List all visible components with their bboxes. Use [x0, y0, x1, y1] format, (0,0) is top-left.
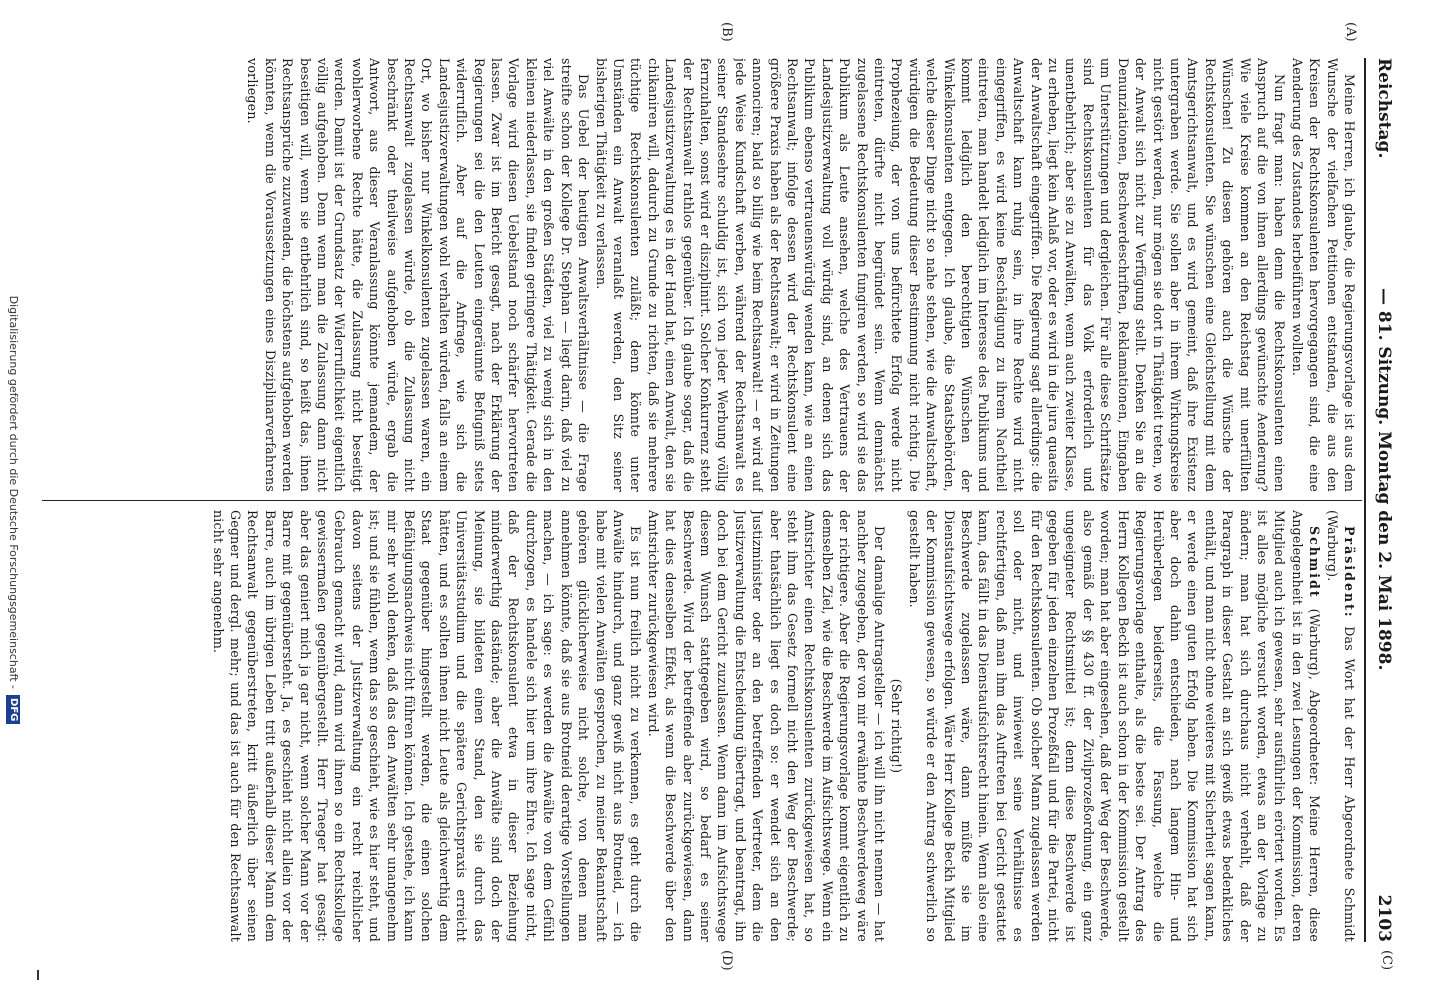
speaker-party: (Warburg), Abgeordneter:	[1307, 608, 1323, 786]
paragraph: Das Uebel der heutigen Anwaltsverhältnisse — die Frage streifte schon der Kollege Dr. Stephan — liegt darin, daß viel zu viel Anwälte in den großen Städten, viel zu wenig sich in den kleinen niederlassen, sie finden geringere Thätigkeit. Gerade die Vorlage wird diesen Uebelstand noch schärfer hervortreten lassen. Zwar ist im Bericht gesagt, nach der Erklärung der Regierungen sei die den Leuten eingeräumte Befugniß stets widerruflich. Aber auf die Anfrage, wie sich die Landesjustizverwaltungen wohl verhalten würden, falls an einem Ort, wo bisher nur Winkelkonsulenten zugelassen waren, ein Rechtsanwalt zugelassen würde, ob die Zulassung nicht beschränkt oder theilweise aufgehoben würde, ergab die Antwort, aus dieser Veranlassung könnte jemandem, der wohlerworbene Rechte hätte, die Zulassung nicht beseitigt werden. Damit ist der Grundsatz der Widerruflichkeit eigentlich völlig aufgehoben. Denn wenn man die Zulassung dann nicht beseitigen will, wenn sie entbehrlich sind, so heißt das, ihnen Rechtsansprüche zuzuwenden, die höchstens aufgehoben werden könnten, wenn die Voraussetzungen eines Disziplinarverfahrens vorliegen.	[245, 58, 592, 492]
digitization-credit	[2, 100, 20, 920]
interjection: (Sehr richtig!)	[889, 678, 905, 774]
margin-marker-c: (C)	[1379, 950, 1394, 971]
paragraph: Meine Herren, ich glaube, die Regierungsvorlage ist aus dem Wunsche der vielfachen Petitionen entstanden, die aus den Kreisen der Rechtskonsulenten hervorgegangen sind, die eine Aenderung des Zustandes herbeiführen wollten.	[1289, 58, 1357, 492]
paragraph: Der damalige Antragsteller — ich will ihn nicht nennen — hat nachher zugegeben, der von mir erwähnte Beschwerdeweg wäre der richtigere. Aber die Regierungsvorlage kommt eigentlich zu demselben Ziel, wie die Beschwerde im Aufsichtswege. Wenn ein Amtsrichter einen Rechtskonsulenten zurückgewiesen hat, so steht ihm das Gesetz formell nicht den Weg der Beschwerde; aber thatsächlich liegt es doch so: er wendet sich an den Justizminister oder an den betreffenden Vertreter, dem die Justizverwaltung die Entscheidung übertragt, und beantragt, ihn doch bei dem Gericht zuzulassen. Wenn dann im Aufsichtswege diesem Wunsch stattgegeben wird, so bedarf es seiner Beschwerde. Wird der betreffende aber zurückgewiesen, dann hat dies denselben Effekt, als wenn die Beschwerde über den Amtsrichter zurückgewiesen wird.	[645, 510, 888, 942]
president-paragraph	[1323, 510, 1358, 942]
right-column	[48, 510, 1358, 942]
speaker-intro: Das Wort hat der Herr Abgeordnete Schmidt (Warburg).	[1324, 510, 1357, 942]
margin-marker-b: (B)	[719, 22, 734, 42]
margin-marker-d: (D)	[719, 950, 734, 971]
header-title: Reichstag.	[1374, 58, 1394, 159]
margin-tick	[37, 970, 39, 980]
header-rule	[1364, 58, 1366, 942]
speaker-label: Präsident:	[1342, 526, 1357, 619]
page-header	[1372, 58, 1394, 942]
header-session: — 81. Sitzung. Montag den 2. Mai 1898.	[1374, 288, 1394, 671]
paragraph: Nun fragt man: haben denn die Rechtskonsulenten einen Anspruch auf die von ihnen allerdings gewünschte Aenderung? Wie viele Kreise kommen an den Reichstag mit unerfüllten Wünschen! Zu diesen gehören auch die Wünsche der Rechtskonsulenten. Sie wünschen eine Gleichstellung mit dem Amtsgerichtsanwalt, und es wird gemeint, daß ihre Existenz untergraben werde. Sie sollen aber in ihrem Wirkungskreise nicht gestört werden, nur mögen sie dort in Thätigkeit treten, wo der Anwalt sich nicht zur Verfügung stellt. Denken Sie an die Denunziationen, Beschwerdeschriften, Reklamationen, Eingaben um Unterstützungen und dergleichen. Für alle diese Schriftsätze sind Rechtskonsulenten für das Volk erforderlich und unentbehrlich; aber sie zu Anwälten, wenn auch zweiter Klasse, zu erheben, liegt kein Anlaß vor, oder es wird in die jura quaesita der Anwaltschaft eingegriffen. Die Regierung sagt allerdings: die Anwaltschaft kann ruhig sein, in ihre Rechte wird nicht eingegriffen, es wird keine Beschädigung zu ihrem Nachtheil eintreten, man handelt lediglich im Interesse des Publikums und kommt lediglich den berechtigten Wünschen der Winkelkonsulenten entgegen. Ich glaube, die Staatsbehörden, welche dieser Dinge nicht so nahe stehen, wie die Anwaltschaft, würdigen die Bedeutung dieser Bestimmung nicht richtig. Die Prophezeiung, der von uns befürchtete Erfolg werde nicht eintreten, dürfte nicht begründet sein. Wenn demnächst zugelassene Rechtskonsulenten fungiren werden, so wird sie das Publikum als Leute ansehen, welche des Vertrauens der Landesjustizverwaltung voll würdig sind, an denen sich das Publikum ebenso vertrauenswürdig wenden kann, wie an einen Rechtsanwalt; infolge dessen wird der Rechtskonsulent eine größere Praxis haben als der Rechtsanwalt; er wird in Zeitungen annonciren; bald so billig wie beim Rechtsanwalt! — er wird auf jede Weise Kundschaft werben, während der Rechtsanwalt es seiner Standesehre schuldig ist, sich von jeder Werbung völlig fernzuhalten, sonst wird er disziplinirt. Solcher Konkurrenz steht der Rechtsanwalt rathlos gegenüber. Ich glaube sogar, daß die Landesjustizverwaltung es in der Hand hat, einen Anwalt, den sie chikaniren will, dadurch zu Grunde zu richten, daß sie mehrere tüchtige Rechtskonsulenten zuläßt; denn könnte unter Umständen ein Anwalt veranlaßt werden, den Sitz seiner bisherigen Thätigkeit zu verlassen.	[593, 58, 1288, 492]
speaker-name: Schmidt	[1307, 526, 1323, 599]
margin-marker-a: (A)	[1343, 22, 1358, 42]
left-column	[48, 58, 1358, 492]
credit-text: Digitalisierung gefördert durch die Deutsche Forschungsgemeinschaft -	[7, 295, 20, 690]
page-number: 2103	[1374, 894, 1394, 942]
column-rule	[42, 500, 1362, 501]
speech-text: Meine Herren, diese Angelegenheit ist in den zwei Lesungen der Kommission, deren Mitglied auch ich gewesen, sehr ausführlich erörtert worden. Es ist alles mögliche versucht worden, etwas an der Vorlage zu ändern; man hat sich durchaus nicht verhehlt, daß der Paragraph in dieser Gestalt an sich gewiß etwas bedenkliches enthält, und man nicht ohne weiteres mit Sicherheit sagen kann, er werde einen guten Erfolg haben. Die Kommission hat sich aber doch dahin entschieden, nach langem Hin- und Herüberlegen beiderseits, die Fassung, welche die Regierungsvorlage enthalte, als die beste sei. Der Antrag des Herrn Kollegen Beckh ist auch schon in der Kommission gestellt worden; man hat aber eingesehen, daß der Weg der Beschwerde, also gemäß der §§ 430 ff. der Zivilprozeßordnung, ein ganz ungeeigneter Rechtsmittel ist; denn diese Beschwerde ist gegeben für jeden einzelnen Prozeßfall und für die Partei, nicht für den Rechtskonsulenten. Ob solcher Mann zugelassen werden soll oder nicht, und inwieweit seine Verhältnisse es rechtfertigen, daß man ihm das Auftreten bei Gericht gestattet kann, das fällt in das Dienstaufsichtsrecht hinein. Wenn also eine Beschwerde zugelassen wäre, dann müßte sie im Dienstaufsichtswege erfolgen. Wäre Herr Kollege Beckh Mitglied der Kommission gewesen, so würde er den Antrag schwerlich so gestellt haben.	[906, 510, 1323, 942]
speech-paragraph	[905, 510, 1323, 942]
paragraph: Es ist nun freilich nicht zu verkennen, es geht durch die Anwälte hindurch, und ganz gewiß nicht aus Brotneid, — ich habe mit vielen Anwälten gesprochen, zu meiner Bekanntschaft gehören glücklicherweise nicht solche, von denen man annehmen könnte, daß sie aus Brotneid derartige Vorstellungen machen, — ich sage: es werden die Anwälte von dem Gefühl durchzogen, es handele sich hier um ihre Ehre. Ich sage nicht, daß der Rechtskonsulent etwa in dieser Beziehung minderwerthig dastände; aber die Anwälte sind doch der Meinung, sie bildeten einen Stand, den sie durch das Universitätsstudium und die spätere Gerichtspraxis erreicht hätten, und es sollten ihnen nicht Leute als gleichwerthig dem Staat gegenüber hingestellt werden, die einen solchen Befähigungsnachweis nicht führen können. Ich gestehe, ich kann mir sehr wohl denken, daß das den Anwälten sehr unangenehm ist; und sie fühlen, wenn das so geschieht, wie es hier steht, und davon seitens der Justizverwaltung ein recht reichlicher Gebrauch gemacht wird, dann wird ihnen so ein Rechtskollege gewissermaßen gegenübergestellt. Herr Traeger hat gesagt: aber das geniert mich ja gar nicht, wenn solcher Mann vor der Barre mit gegenübersteht. Ja, es geschieht nicht allein vor der Barre, auch im übrigen Leben tritt außerhalb dieser Mann dem Rechtsanwalt gegenüberstreten, kritt äußerlich über seinen Gegner und dergl. mehr; und das ist auch für den Rechtsanwalt nicht sehr angenehm.	[210, 510, 644, 942]
dfg-logo: DFG	[6, 695, 20, 724]
